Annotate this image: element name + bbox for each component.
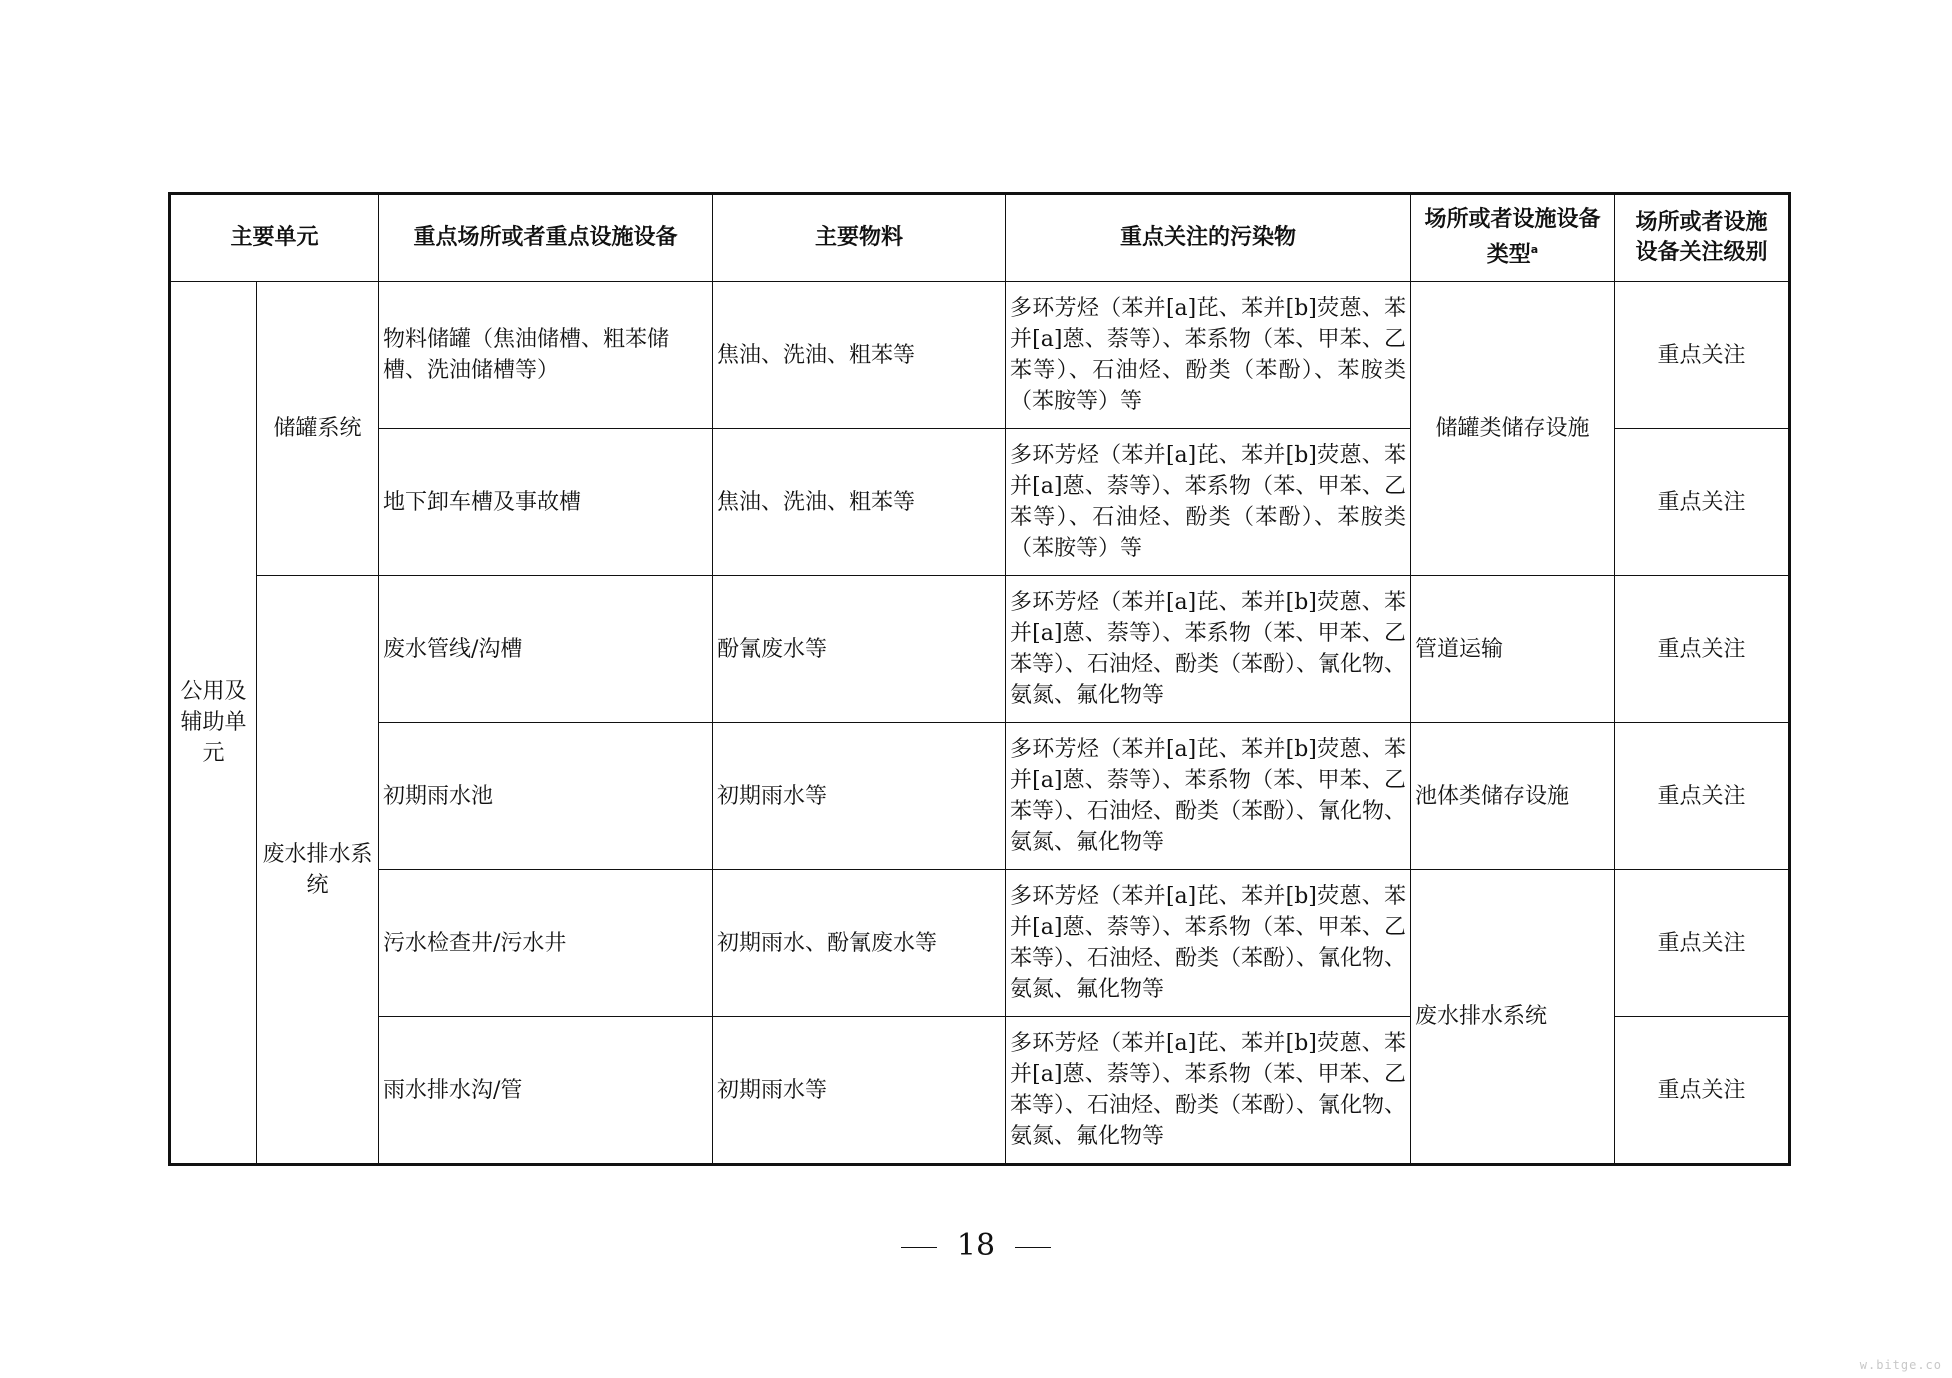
facility-cell: 废水管线/沟槽 xyxy=(379,576,713,723)
facility-cell: 污水检查井/污水井 xyxy=(379,870,713,1017)
pollutant-cell: 多环芳烃（苯并[a]芘、苯并[b]荧蒽、苯并[a]蒽、萘等）、苯系物（苯、甲苯、乙苯等）、石油烃、酚类（苯酚）、氰化物、氨氮、氟化物等 xyxy=(1006,723,1411,870)
table-row xyxy=(170,282,1790,429)
material-cell: 初期雨水等 xyxy=(713,1017,1006,1165)
pollutant-cell: 多环芳烃（苯并[a]芘、苯并[b]荧蒽、苯并[a]蒽、萘等）、苯系物（苯、甲苯、乙苯等）、石油烃、酚类（苯酚）、苯胺类（苯胺等）等 xyxy=(1006,282,1411,429)
attention-level-cell: 重点关注 xyxy=(1615,1017,1790,1165)
attention-level-cell: 重点关注 xyxy=(1615,282,1790,429)
type-tank-cell: 储罐类储存设施 xyxy=(1411,282,1615,576)
type-drain-cell: 废水排水系统 xyxy=(1411,870,1615,1165)
header-attention-level-line1: 场所或者设施 xyxy=(1635,210,1768,235)
attention-level-cell: 重点关注 xyxy=(1615,870,1790,1017)
header-footnote-mark: a xyxy=(1530,243,1539,257)
footer-dash-right xyxy=(1015,1247,1051,1248)
header-material: 主要物料 xyxy=(713,194,1006,282)
pollutant-cell: 多环芳烃（苯并[a]芘、苯并[b]荧蒽、苯并[a]蒽、萘等）、苯系物（苯、甲苯、乙苯等）、石油烃、酚类（苯酚）、氰化物、氨氮、氟化物等 xyxy=(1006,1017,1411,1165)
material-cell: 焦油、洗油、粗苯等 xyxy=(713,429,1006,576)
header-main-unit: 主要单元 xyxy=(170,194,379,282)
table-header-row xyxy=(170,194,1790,282)
facility-cell: 雨水排水沟/管 xyxy=(379,1017,713,1165)
pollutant-cell: 多环芳烃（苯并[a]芘、苯并[b]荧蒽、苯并[a]蒽、萘等）、苯系物（苯、甲苯、乙苯等）、石油烃、酚类（苯酚）、氰化物、氨氮、氟化物等 xyxy=(1006,576,1411,723)
header-facility: 重点场所或者重点设施设备 xyxy=(379,194,713,282)
attention-level-cell: 重点关注 xyxy=(1615,429,1790,576)
group-storage-cell: 储罐系统 xyxy=(257,282,379,576)
header-attention-level-line2: 设备关注级别 xyxy=(1635,240,1768,265)
header-facility-type-line2: 类型 xyxy=(1486,242,1531,268)
pollutant-cell: 多环芳烃（苯并[a]芘、苯并[b]荧蒽、苯并[a]蒽、萘等）、苯系物（苯、甲苯、乙苯等）、石油烃、酚类（苯酚）、氰化物、氨氮、氟化物等 xyxy=(1006,870,1411,1017)
pollutant-table xyxy=(168,192,1791,1166)
table-row xyxy=(170,576,1790,723)
footer-dash-left xyxy=(901,1247,937,1248)
facility-cell: 初期雨水池 xyxy=(379,723,713,870)
material-cell: 酚氰废水等 xyxy=(713,576,1006,723)
material-cell: 初期雨水、酚氰废水等 xyxy=(713,870,1006,1017)
watermark: w.bitge.co xyxy=(1859,1358,1942,1372)
header-pollutant: 重点关注的污染物 xyxy=(1006,194,1411,282)
attention-level-cell: 重点关注 xyxy=(1615,723,1790,870)
facility-cell: 物料储罐（焦油储槽、粗苯储槽、洗油储槽等） xyxy=(379,282,713,429)
page-footer xyxy=(0,1228,1952,1263)
material-cell: 初期雨水等 xyxy=(713,723,1006,870)
type-pool-cell: 池体类储存设施 xyxy=(1411,723,1615,870)
facility-cell: 地下卸车槽及事故槽 xyxy=(379,429,713,576)
type-pipe-cell: 管道运输 xyxy=(1411,576,1615,723)
page-number: 18 xyxy=(956,1228,996,1263)
material-cell: 焦油、洗油、粗苯等 xyxy=(713,282,1006,429)
header-attention-level xyxy=(1615,194,1790,282)
header-facility-type-line1: 场所或者设施设备 xyxy=(1424,207,1601,233)
main-unit-cell: 公用及辅助单元 xyxy=(170,282,257,1165)
attention-level-cell: 重点关注 xyxy=(1615,576,1790,723)
group-wastewater-cell: 废水排水系统 xyxy=(257,576,379,1165)
header-facility-type xyxy=(1411,194,1615,282)
table-row xyxy=(170,723,1790,870)
table-row xyxy=(170,870,1790,1017)
pollutant-cell: 多环芳烃（苯并[a]芘、苯并[b]荧蒽、苯并[a]蒽、萘等）、苯系物（苯、甲苯、乙苯等）、石油烃、酚类（苯酚）、苯胺类（苯胺等）等 xyxy=(1006,429,1411,576)
